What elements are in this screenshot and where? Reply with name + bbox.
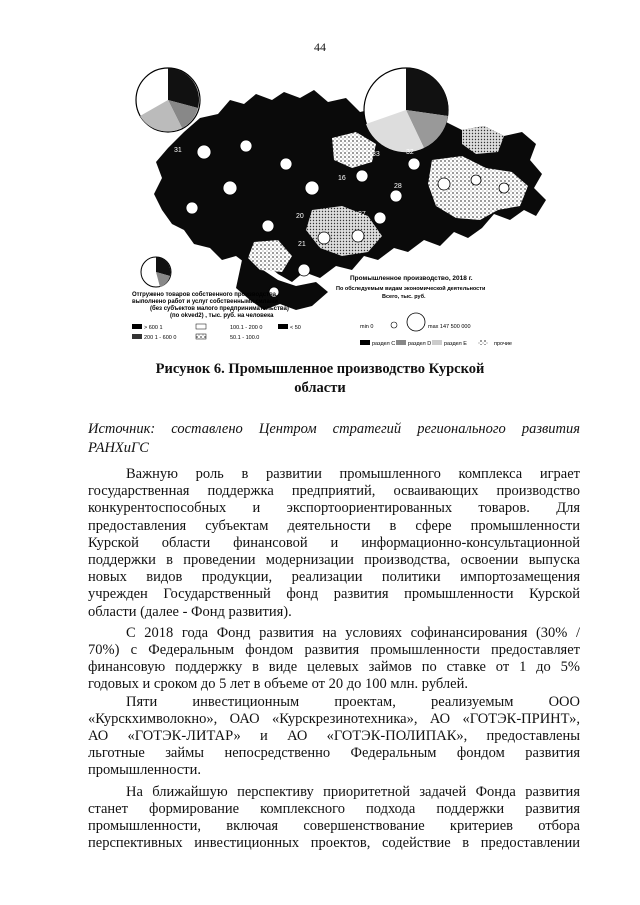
legend-left-title: (по okved2) , тыс. руб. на человека: [170, 313, 274, 319]
region-label: 20: [296, 213, 304, 220]
source-line: РАНХиГС: [88, 440, 149, 456]
figure-caption: [130, 360, 510, 398]
body-line: государственная поддержка предприятий, осваивающих производство: [88, 483, 580, 500]
legend-right-max: max 147 500 000: [428, 324, 471, 330]
region-label: 27: [358, 211, 366, 218]
body-line: С 2018 года Фонд развития на условиях софинансирования (30% /: [126, 624, 580, 641]
body-line: финансовую поддержку в виде целевых займов по ставке от 1 до 5%: [88, 659, 580, 676]
legend-left-title: выполнено работ и услуг собственными силами: [132, 299, 278, 305]
map-figure: [132, 60, 580, 356]
body-line: конкурентоспособных и экспортоориентированных товаров. Для: [88, 500, 580, 517]
body-line: Пяти инвестиционным проектам, реализуемым ООО: [126, 693, 580, 710]
source-line: Источник: составлено Центром стратегий регионального развития: [88, 421, 580, 437]
kursk-region-map: [132, 60, 580, 356]
body-line: промышленности, включая совершенствование критериев отбора: [88, 818, 580, 835]
region-label: 33: [372, 151, 380, 158]
legend-left-title: Отгружено товаров собственного производства,: [132, 292, 278, 298]
body-line: перспективных инвестиционных проектов, содействие в предоставлении: [88, 835, 580, 852]
region-label: 31: [174, 147, 182, 154]
body-line: учрежден Государственный фонд развития промышленности Курской: [88, 586, 580, 603]
body-line: станет формирование комплексного подхода поддержки развития: [88, 800, 580, 817]
body-line: АО «ГОТЭК-ЛИТАР» и АО «ГОТЭК-ПОЛИПАК», предоставлены: [88, 728, 580, 745]
page-number: 44: [314, 40, 326, 54]
legend-left-title: (без субъектов малого предпринимательства): [150, 306, 289, 312]
body-line: На ближайшую перспективу приоритетной задачей Фонда развития: [126, 783, 580, 800]
legend-right-item: раздел С: [372, 341, 396, 347]
caption-line: Рисунок 6. Промышленное производство Курской: [155, 361, 485, 377]
legend-left-item: 100.1 - 200 0: [230, 325, 263, 331]
legend-right-title: Промышленное производство, 2018 г.: [350, 275, 473, 282]
body-text: [88, 466, 580, 852]
region-label: 28: [394, 183, 402, 190]
body-line: новых видов продукции, реализации политики импортозамещения: [88, 569, 580, 586]
body-line: годовых и сроком до 5 лет в объеме от 20 до 100 млн. рублей.: [88, 676, 468, 693]
body-line: Курской области финансовой и информационно-консультационной: [88, 534, 580, 551]
legend-left-item: > 600 1: [144, 325, 163, 331]
body-line: области (далее - Фонд развития).: [88, 603, 292, 620]
body-line: льготные займы непосредственно Федеральным фондом развития: [88, 745, 580, 762]
body-line: промышленности.: [88, 762, 202, 779]
region-label: 32: [406, 149, 414, 156]
legend-left-item: 200 1 - 600 0: [144, 335, 177, 341]
legend-left-item: < 50: [290, 325, 301, 331]
region-label: 16: [338, 175, 346, 182]
legend-right-item: прочие: [494, 341, 512, 347]
body-line: «Курскхимволокно», ОАО «Курскрезинотехника», АО «ГОТЭК-ПРИНТ»,: [88, 710, 580, 727]
region-label: 21: [298, 241, 306, 248]
legend-right-min: min 0: [360, 324, 374, 330]
pie-chart-large-right: [364, 68, 448, 152]
legend-left-item: 50.1 - 100.0: [230, 335, 260, 341]
legend-right: [336, 275, 512, 347]
legend-right-item: раздел D: [408, 341, 432, 347]
body-line: предоставления субъектам деятельности в сфере промышленности: [88, 517, 580, 534]
body-line: Важную роль в развитии промышленного комплекса играет: [126, 466, 580, 482]
legend-right-subtitle: Всего, тыс. руб.: [382, 294, 426, 300]
pie-chart-large-left: [136, 68, 200, 132]
legend-right-subtitle: По обследуемым видам экономической деятельности: [336, 286, 486, 292]
legend-right-item: раздел Е: [444, 341, 467, 347]
caption-line: области: [294, 380, 346, 396]
body-line: 70%) с Федеральным фондом развития промышленности предоставляет: [88, 642, 580, 659]
body-line: поддержки в проведении модернизации производства, освоении выпуска: [88, 552, 580, 569]
figure-source: [88, 420, 580, 458]
